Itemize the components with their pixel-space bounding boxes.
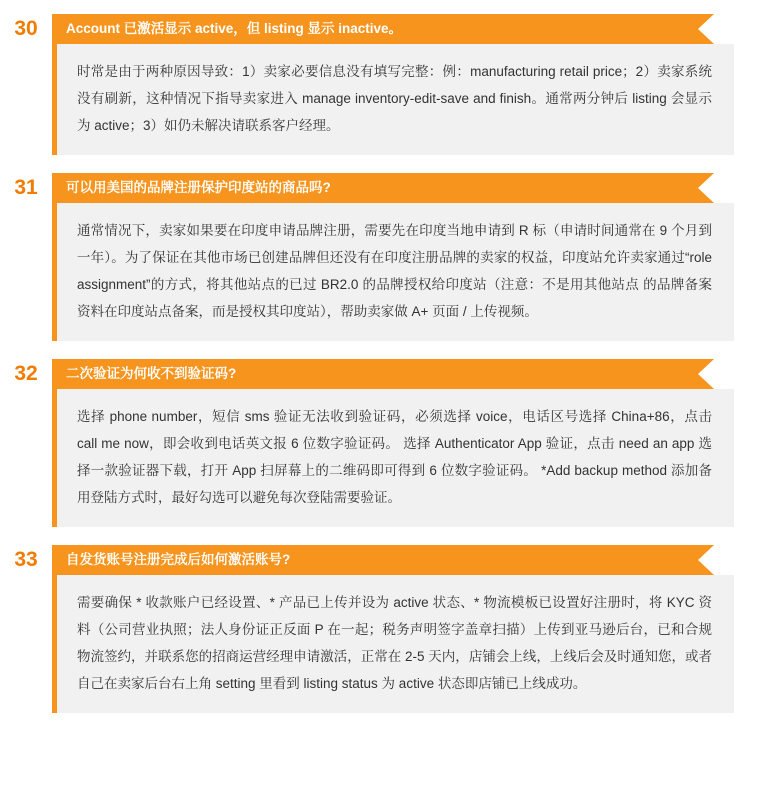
faq-number: 32	[14, 362, 38, 385]
faq-answer	[52, 203, 734, 341]
faq-question: 自发货账号注册完成后如何激活账号?	[52, 545, 714, 575]
faq-gutter	[0, 389, 52, 527]
faq-answer-text: 需要确保 * 收款账户已经设置、* 产品已上传并设为 active 状态、* 物流模板已设置好注册时，将 KYC 资料（公司营业执照；法人身份证正反面 P 在一起；税务声明签字盖章扫描）上传到亚马逊后台，已和合规物流签约，并联系您的招商运营经理申请激活，正常在 2-5 天内，店铺会上线，上线后会及时通知您，或者自己在卖家后台右上角 setting 里看到 listing status 为 active 状态即店铺已上线成功。	[77, 595, 712, 691]
faq-header	[0, 173, 742, 203]
faq-answer-text: 选择 phone number，短信 sms 验证无法收到验证码，必须选择 voice，电话区号选择 China+86，点击 call me now，即会收到电话英文报 6 位数字验证码。 选择 Authenticator App 验证，点击 need an app 选择一款验证器下载，打开 App 扫屏幕上的二维码即可得到 6 位数字验证码。 *Add backup method 添加备用登陆方式时，最好勾选可以避免每次登陆需要验证。	[77, 409, 712, 505]
faq-gutter	[0, 203, 52, 341]
faq-gutter	[0, 44, 52, 155]
faq-item-32	[0, 359, 760, 527]
faq-number: 30	[14, 17, 38, 40]
top-spacer	[0, 0, 760, 14]
faq-answer	[52, 575, 734, 713]
faq-body-wrapper	[0, 575, 742, 713]
faq-number: 31	[14, 176, 38, 199]
faq-number: 33	[14, 548, 38, 571]
faq-question: 可以用美国的品牌注册保护印度站的商品吗?	[52, 173, 714, 203]
faq-body-wrapper	[0, 389, 742, 527]
faq-header	[0, 545, 742, 575]
faq-item-30	[0, 14, 760, 155]
faq-question: Account 已激活显示 active，但 listing 显示 inactive。	[52, 14, 714, 44]
faq-gutter	[0, 575, 52, 713]
faq-item-33	[0, 545, 760, 713]
faq-answer	[52, 44, 734, 155]
faq-item-31	[0, 173, 760, 341]
faq-answer-text: 时常是由于两种原因导致：1）卖家必要信息没有填写完整：例：manufacturing retail price；2）卖家系统没有刷新，这种情况下指导卖家进入 manage inventory-edit-save and finish。通常两分钟后 listing 会显示为 active；3）如仍未解决请联系客户经理。	[77, 64, 712, 133]
faq-answer	[52, 389, 734, 527]
faq-header	[0, 359, 742, 389]
faq-header	[0, 14, 742, 44]
faq-question: 二次验证为何收不到验证码?	[52, 359, 714, 389]
faq-body-wrapper	[0, 203, 742, 341]
faq-answer-text: 通常情况下，卖家如果要在印度申请品牌注册，需要先在印度当地申请到 R 标（申请时间通常在 9 个月到一年）。为了保证在其他市场已创建品牌但还没有在印度注册品牌的卖家的权益，印度站允许卖家通过“role assignment”的方式，将其他站点的已过 BR2.0 的品牌授权给印度站（注意：不是用其他站点 的品牌备案资料在印度站点备案，而是授权其印度站），帮助卖家做 A+ 页面 / 上传视频。	[77, 223, 712, 319]
faq-body-wrapper	[0, 44, 742, 155]
